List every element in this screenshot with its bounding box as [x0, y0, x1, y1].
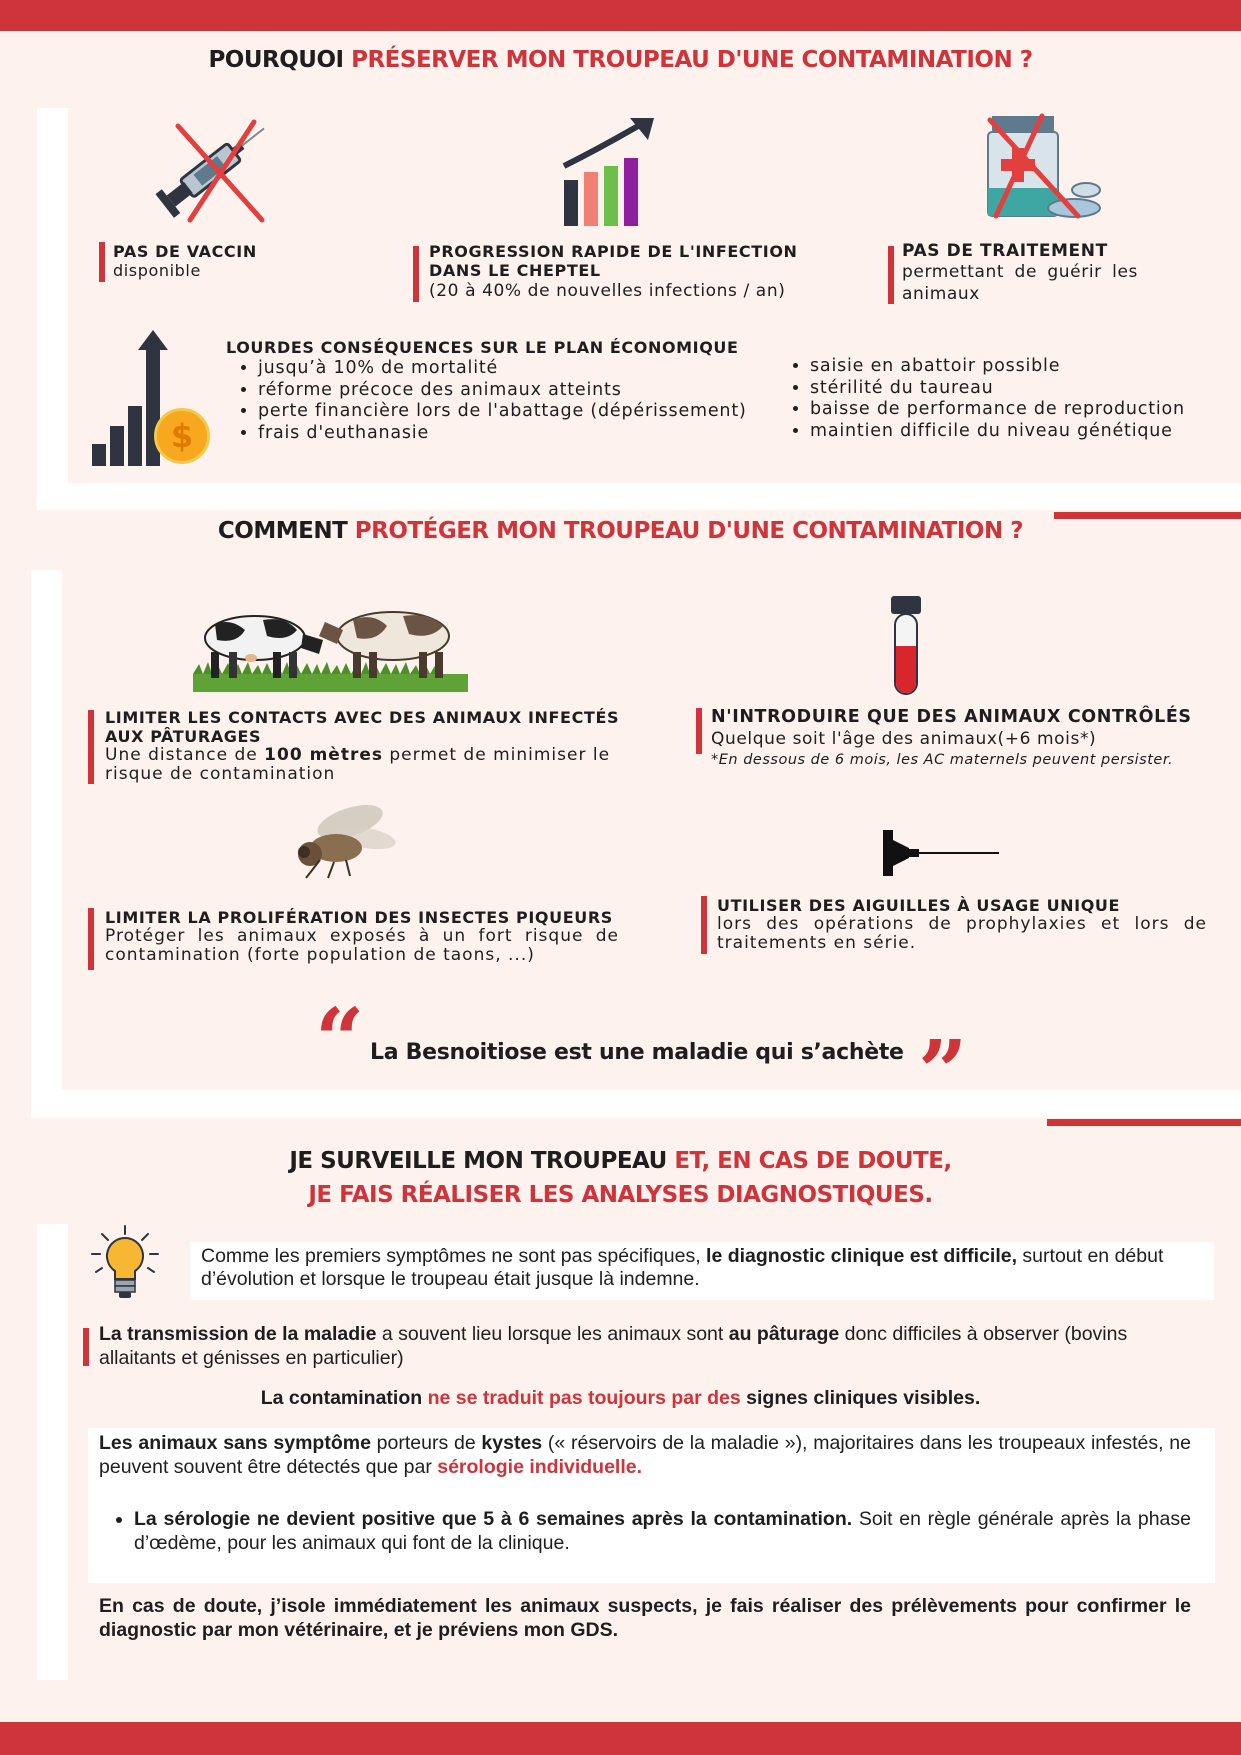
insects-accent-bar	[88, 908, 94, 970]
asymptomatic-mid1: porteurs de	[370, 1432, 482, 1454]
quote-close-mark: ”	[918, 1022, 968, 1123]
diagnostic-text-pre: Comme les premiers symptômes ne sont pas spécifiques,	[201, 1245, 707, 1267]
serology-post: Soit en règle générale après la phase d’œdème, pour les animaux qui font de la clinique.	[134, 1508, 1191, 1554]
quote-text: La Besnoitiose est une maladie qui s’achète	[370, 1040, 904, 1065]
list-item: • jusqu’à 10% de mortalité	[258, 358, 747, 380]
transmission-bold1: La transmission de la maladie	[99, 1323, 377, 1345]
limit-contacts-text-pre: Une distance de	[105, 745, 265, 765]
list-item	[134, 1507, 1191, 1555]
list-item: • baisse de performance de reproduction	[810, 399, 1185, 421]
no-vaccine-title: PAS DE VACCIN	[113, 242, 257, 261]
list-item: • stérilité du taureau	[810, 378, 1185, 400]
controlled-animals-block	[711, 706, 1192, 768]
controlled-accent-bar	[696, 708, 702, 754]
horsefly-icon	[284, 802, 398, 880]
asymptomatic-bold2: kystes	[481, 1432, 543, 1454]
section3-title-black: JE SURVEILLE MON TROUPEAU	[289, 1148, 667, 1174]
asymptomatic-paragraph	[99, 1431, 1191, 1479]
section2-title	[0, 518, 1241, 544]
serology-list	[99, 1507, 1191, 1555]
progression-title-line2: DANS LE CHEPTEL	[429, 261, 601, 280]
section1-title-red: PRÉSERVER MON TROUPEAU D'UNE CONTAMINATION ?	[351, 47, 1033, 73]
limit-contacts-title-line1: LIMITER LES CONTACTS AVEC DES ANIMAUX INFECTÉS	[105, 708, 620, 727]
list-item: • perte financière lors de l'abattage (dépérissement)	[258, 401, 747, 423]
contamination-bold1: La contamination	[260, 1387, 428, 1409]
no-vaccine-text: disponible	[113, 261, 201, 280]
single-use-needles-block	[717, 896, 1207, 953]
transmission-paragraph	[99, 1322, 1199, 1370]
bottom-red-band	[0, 1722, 1241, 1755]
top-red-band	[0, 0, 1241, 31]
contamination-bold2: signes cliniques visibles.	[740, 1387, 981, 1409]
coin-symbol: $	[170, 417, 194, 455]
treatment-accent-bar	[888, 246, 894, 304]
vaccine-accent-bar	[99, 242, 105, 282]
section3-title-red-line2: JE FAIS RÉALISER LES ANALYSES DIAGNOSTIQUES.	[308, 1182, 933, 1208]
diagnostic-text-post: surtout en début d’évolution et lorsque le troupeau était jusque là indemne.	[201, 1245, 1164, 1290]
limit-contacts-title-line2: AUX PÂTURAGES	[105, 727, 262, 746]
progression-title-line1: PROGRESSION RAPIDE DE L'INFECTION	[429, 242, 798, 261]
lightbulb-icon	[88, 1224, 162, 1302]
list-item: • maintien difficile du niveau génétique	[810, 421, 1185, 443]
no-treatment-title: PAS DE TRAITEMENT	[902, 241, 1108, 261]
needles-accent-bar	[701, 896, 707, 954]
section-divider	[1047, 1119, 1241, 1126]
growth-chart-icon	[560, 118, 660, 230]
diagnostic-text-bold: le diagnostic clinique est difficile,	[706, 1245, 1018, 1267]
section2-title-red: PROTÉGER MON TROUPEAU D'UNE CONTAMINATION ?	[354, 518, 1024, 544]
single-use-needles-title: UTILISER DES AIGUILLES À USAGE UNIQUE	[717, 896, 1121, 915]
list-item: • réforme précoce des animaux atteints	[258, 380, 747, 402]
limit-contacts-distance: 100 mètres	[264, 745, 383, 765]
section2-title-black: COMMENT	[217, 518, 348, 544]
section1-title	[0, 47, 1241, 73]
asymptomatic-red: sérologie individuelle.	[437, 1456, 643, 1478]
cows-grazing-icon	[193, 600, 468, 692]
transmission-accent-bar	[83, 1328, 89, 1366]
diagnostic-paragraph	[201, 1245, 1201, 1291]
action-paragraph: En cas de doute, j’isole immédiatement les animaux suspects, je fais réaliser des prélèvements pour confirmer le diagnostic par mon vétérinaire, et je préviens mon GDS.	[99, 1595, 1191, 1641]
limit-contacts-block	[105, 708, 625, 784]
blood-test-tube-icon	[889, 594, 923, 700]
progression-text: (20 à 40% de nouvelles infections / an)	[429, 281, 786, 301]
controlled-animals-title: N'INTRODUIRE QUE DES ANIMAUX CONTRÔLÉS	[711, 707, 1192, 727]
contamination-line	[0, 1386, 1241, 1410]
asymptomatic-bold1: Les animaux sans symptôme	[99, 1432, 371, 1454]
controlled-animals-note: *En dessous de 6 mois, les AC maternels peuvent persister.	[711, 752, 1174, 768]
transmission-post: donc difficiles à observer (bovins allaitants et génisses en particulier)	[99, 1323, 1128, 1369]
crossed-medicine-icon	[982, 112, 1112, 222]
economic-list-right	[780, 356, 1185, 442]
list-item: • frais d'euthanasie	[258, 423, 747, 445]
progression-accent-bar	[413, 246, 419, 302]
progression-block	[429, 242, 798, 301]
section3-title	[0, 1144, 1241, 1212]
section3-title-red-line1: ET, EN CAS DE DOUTE,	[666, 1148, 952, 1174]
controlled-animals-text: Quelque soit l'âge des animaux(+6 mois*)	[711, 729, 1097, 749]
list-item: • saisie en abattoir possible	[810, 356, 1185, 378]
economic-title: LOURDES CONSÉQUENCES SUR LE PLAN ÉCONOMIQUE	[226, 338, 739, 357]
serology-bold: La sérologie ne devient positive que 5 à 6 semaines après la contamination.	[134, 1508, 853, 1530]
transmission-bold2: au pâturage	[728, 1323, 840, 1345]
transmission-mid: a souvent lieu lorsque les animaux sont	[376, 1323, 729, 1345]
crossed-syringe-icon	[150, 108, 280, 228]
asymptomatic-mid2: (« réservoirs de la maladie »), majoritaires dans les troupeaux infestés, ne peuvent souvent être détectés que par	[99, 1432, 1191, 1478]
limit-insects-text: Protéger les animaux exposés à un fort risque de contamination (forte population de taons, ...)	[105, 926, 619, 965]
limit-insects-block	[105, 908, 619, 965]
economic-list-left	[228, 358, 747, 444]
needle-icon	[883, 828, 1001, 878]
limit-insects-title: LIMITER LA PROLIFÉRATION DES INSECTES PIQUEURS	[105, 908, 613, 927]
coin-icon	[154, 408, 210, 464]
quote-open-mark: “	[315, 990, 365, 1091]
section1-left-frame	[37, 108, 68, 510]
contacts-accent-bar	[88, 710, 94, 784]
no-vaccine-block	[113, 242, 257, 280]
limit-contacts-text-post: permet de minimiser le risque de contamination	[105, 745, 611, 784]
section1-title-black: POURQUOI	[208, 47, 344, 73]
no-treatment-block	[902, 242, 1138, 305]
contamination-red: ne se traduit pas toujours par des	[427, 1387, 741, 1409]
single-use-needles-text: lors des opérations de prophylaxies et lors de traitements en série.	[717, 914, 1207, 953]
no-treatment-text: permettant de guérir les animaux	[902, 262, 1138, 304]
